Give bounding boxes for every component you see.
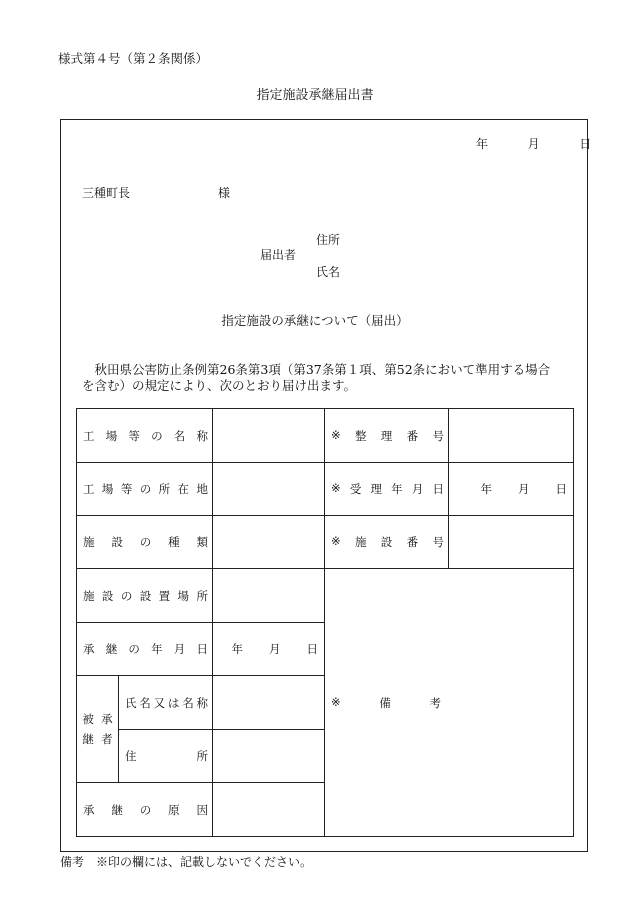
label-char: 年 [391, 482, 403, 496]
label-char: 日 [432, 482, 444, 496]
addressee [82, 187, 230, 199]
submission-date [476, 138, 591, 150]
label-text [83, 588, 212, 604]
label-facility-number [325, 516, 449, 569]
notifier-label: 届出者 [260, 248, 297, 262]
label-char: の [120, 588, 133, 603]
label-char: 日 [196, 642, 208, 656]
label-char: 年 [151, 642, 163, 656]
label-char: 備 [379, 695, 391, 710]
label-char: 称 [196, 428, 208, 443]
submission-day-unit: 日 [579, 137, 592, 151]
label-succession-date [77, 623, 213, 676]
notifier-address-label: 住所 [316, 233, 341, 247]
input-succession-cause[interactable] [213, 783, 325, 837]
label-char: 整 [354, 428, 367, 443]
label-char: 氏 [125, 695, 137, 710]
label-char: 所 [158, 482, 171, 496]
label-char: ※ [331, 481, 341, 495]
input-factory-name[interactable] [213, 409, 325, 463]
label-char: 類 [196, 535, 208, 549]
submission-month-unit: 月 [527, 137, 540, 151]
input-successor-name[interactable] [213, 676, 325, 730]
label-char: ※ [331, 534, 341, 548]
label-char: 場 [105, 428, 118, 443]
label-char: 施 [83, 535, 95, 549]
label-char: 工 [83, 428, 95, 443]
input-facility-type[interactable] [213, 516, 325, 569]
input-facility-number [449, 516, 574, 569]
label-char: 設 [139, 588, 152, 603]
label-char: 受 [349, 482, 362, 496]
label-receipt-date [325, 463, 449, 516]
succession-month-unit: 月 [269, 642, 281, 656]
input-succession-date[interactable] [213, 623, 325, 676]
label-char: 理 [380, 428, 393, 443]
input-successor-address[interactable] [213, 730, 325, 783]
label-char: 原 [168, 802, 180, 817]
input-receipt-date [449, 463, 574, 516]
label-char: 考 [429, 695, 441, 710]
label-char: 承 [83, 802, 95, 817]
label-char: 所 [196, 749, 208, 763]
label-char: 因 [196, 802, 208, 817]
label-factory-location [77, 463, 213, 516]
successor-group-line-1: 被 承 [82, 712, 113, 726]
body-line-1: 秋田県公害防止条例第26条第3項（第37条第１項、第52条において準用する場合 [82, 362, 551, 377]
label-char: 番 [406, 535, 419, 549]
succession-day-unit: 日 [306, 642, 318, 656]
label-text [83, 428, 212, 444]
label-char: 設 [380, 535, 393, 549]
label-text [83, 802, 212, 818]
subject-line: 指定施設の承継について（届出） [221, 313, 409, 328]
footer-note: 備考 ※印の欄には、記載しないでください。 [60, 855, 313, 869]
input-factory-location[interactable] [213, 463, 325, 516]
label-char: 種 [168, 535, 180, 549]
label-char: 号 [432, 535, 444, 549]
label-successor-name [119, 676, 213, 730]
label-char: は [167, 695, 180, 710]
input-facility-site[interactable] [213, 569, 325, 623]
receipt-day-unit: 日 [555, 482, 567, 496]
receipt-month-unit: 月 [518, 482, 530, 496]
label-char: 月 [173, 642, 186, 656]
label-char: 名 [182, 695, 194, 710]
body-text [82, 362, 592, 394]
label-char: 番 [406, 428, 419, 443]
label-char: 承 [83, 642, 95, 656]
label-char: 設 [111, 535, 123, 549]
label-char: の [139, 535, 152, 549]
label-text [331, 481, 448, 497]
remarks-cell [325, 569, 574, 837]
label-char: 施 [354, 535, 367, 549]
label-char: 名 [139, 695, 151, 710]
label-char: 称 [196, 695, 208, 710]
label-char: 名 [173, 428, 186, 443]
label-text [331, 428, 448, 444]
label-text [125, 748, 212, 764]
addressee-name: 三種町長 [82, 186, 131, 200]
label-char: の [151, 428, 163, 443]
label-facility-site [77, 569, 213, 623]
label-char: 月 [411, 482, 424, 496]
label-succession-cause [77, 783, 213, 837]
label-char: 等 [128, 428, 140, 443]
label-char: 置 [158, 588, 171, 603]
label-char: の [128, 642, 140, 656]
input-reg-number [449, 409, 574, 463]
label-char: 又 [153, 695, 166, 710]
label-char: 場 [101, 482, 114, 496]
label-char: 継 [105, 642, 118, 656]
form-table [76, 408, 574, 837]
label-successor-group [77, 676, 119, 783]
label-text [331, 534, 448, 550]
body-line-2: を含む）の規定により、次のとおり届け出ます。 [82, 378, 357, 393]
succession-year-unit: 年 [231, 642, 243, 656]
label-char: 場 [177, 588, 190, 603]
form-number: 様式第４号（第２条関係） [58, 51, 209, 66]
label-char: ※ [331, 694, 341, 709]
label-char: 等 [120, 482, 133, 496]
receipt-year-unit: 年 [480, 482, 492, 496]
label-reg-number [325, 409, 449, 463]
label-facility-type [77, 516, 213, 569]
addressee-honorific: 様 [218, 186, 231, 200]
label-char: ※ [331, 427, 341, 442]
label-text [83, 534, 212, 550]
label-char: 地 [196, 482, 208, 496]
label-char: 所 [196, 588, 208, 603]
label-factory-name [77, 409, 213, 463]
document-title: 指定施設承継届出書 [256, 88, 374, 103]
label-text [125, 695, 212, 711]
label-text [83, 481, 212, 497]
label-successor-address [119, 730, 213, 783]
label-char: 設 [101, 588, 114, 603]
label-char: 施 [83, 588, 95, 603]
notifier-name-label: 氏名 [316, 265, 341, 279]
submission-year-unit: 年 [476, 137, 489, 151]
label-char: の [139, 482, 152, 496]
label-char: 在 [177, 482, 190, 496]
remarks-label [331, 695, 445, 711]
label-char: 継 [111, 802, 123, 817]
label-char: 住 [125, 749, 137, 763]
successor-group-line-2: 継 者 [82, 732, 113, 746]
label-char: の [139, 802, 152, 817]
label-char: 工 [83, 482, 95, 496]
label-text [83, 641, 212, 657]
label-char: 号 [432, 428, 444, 443]
label-char: 理 [370, 482, 382, 496]
